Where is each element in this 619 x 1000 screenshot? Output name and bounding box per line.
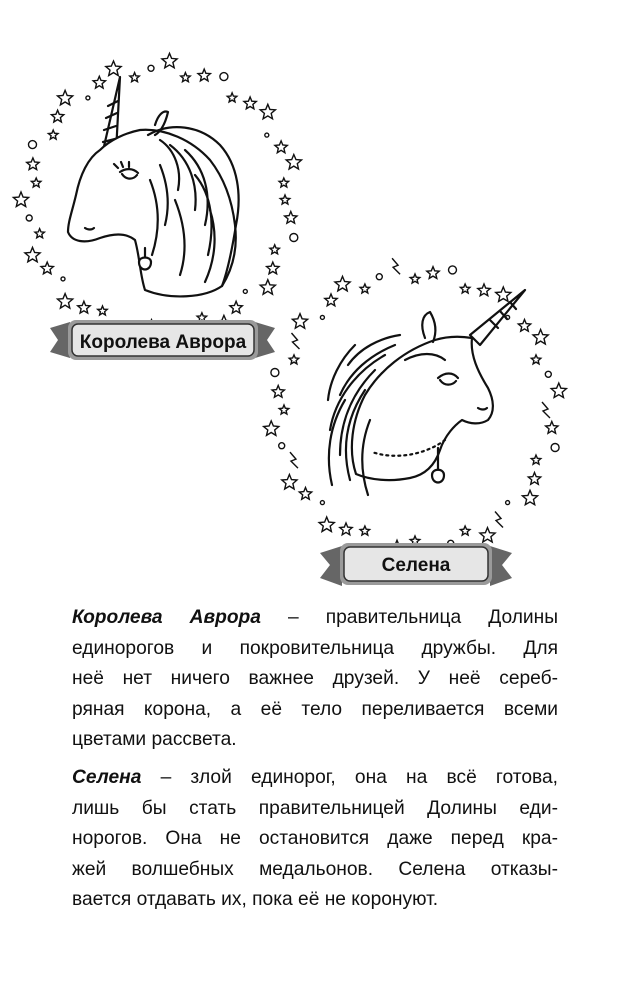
- dot-decoration: [29, 141, 37, 149]
- star-icon: [410, 274, 420, 283]
- star-icon: [480, 528, 495, 542]
- star-icon: [299, 488, 311, 500]
- star-icon: [335, 276, 350, 291]
- star-icon: [289, 355, 299, 364]
- star-icon: [360, 526, 370, 535]
- star-icon: [227, 93, 237, 102]
- lightning-icon: [542, 402, 550, 418]
- dot-decoration: [290, 234, 298, 242]
- character-name: Селена: [72, 767, 142, 788]
- description-line: Королева Аврора – правительница Долины: [72, 607, 558, 628]
- selena-banner-label: Селена: [381, 555, 451, 576]
- selena-description: [72, 763, 558, 916]
- description-line: вается отдавать их, пока её не коронуют.: [72, 889, 439, 910]
- star-icon: [198, 69, 210, 81]
- lightning-icon: [291, 333, 299, 349]
- star-icon: [522, 490, 537, 504]
- lightning-icon: [290, 452, 298, 468]
- star-icon: [98, 306, 108, 315]
- selena-banner: [320, 543, 512, 586]
- star-icon: [41, 262, 53, 274]
- description-line: единорогов и покровительница дружбы. Для: [72, 637, 558, 659]
- star-icon: [460, 526, 470, 535]
- star-icon: [427, 267, 439, 279]
- star-icon: [272, 386, 284, 398]
- star-icon: [25, 247, 40, 261]
- star-icon: [360, 284, 370, 293]
- character-name: Королева Аврора: [72, 607, 261, 628]
- star-icon: [130, 73, 140, 82]
- description-line: лишь бы стать правительницей Долины еди-: [72, 797, 558, 819]
- dot-decoration: [26, 215, 32, 221]
- aurora-banner: [50, 320, 275, 360]
- star-icon: [51, 110, 63, 122]
- dot-decoration: [265, 133, 269, 137]
- dot-decoration: [279, 443, 285, 449]
- star-icon: [286, 155, 301, 170]
- star-icon: [260, 280, 275, 295]
- star-icon: [518, 320, 530, 332]
- star-icon: [279, 178, 289, 187]
- dot-decoration: [449, 266, 457, 274]
- star-icon: [292, 314, 307, 329]
- aurora-banner-label: Королева Аврора: [79, 332, 247, 353]
- star-icon: [27, 158, 39, 170]
- dot-decoration: [320, 501, 324, 505]
- star-icon: [48, 130, 58, 139]
- star-icon: [546, 422, 558, 434]
- dot-decoration: [545, 371, 551, 377]
- star-icon: [282, 475, 297, 490]
- star-icon: [325, 294, 337, 306]
- description-line: норогов. Она не остановится даже перед кра-: [72, 828, 558, 849]
- dot-decoration: [148, 65, 154, 71]
- dot-decoration: [551, 444, 559, 452]
- description-line: жей волшебных медальонов. Селена отказы-: [72, 858, 558, 880]
- dot-decoration: [243, 289, 247, 293]
- star-icon: [531, 355, 541, 364]
- star-icon: [13, 192, 28, 207]
- star-icon: [244, 97, 256, 109]
- star-icon: [58, 294, 73, 309]
- description-line: неё нет ничего важнее друзей. У неё сереб-: [72, 668, 558, 689]
- dot-decoration: [506, 501, 510, 505]
- star-icon: [264, 421, 279, 436]
- star-icon: [260, 104, 275, 119]
- lightning-icon: [392, 258, 400, 274]
- star-icon: [279, 405, 289, 414]
- star-icon: [275, 141, 287, 153]
- star-icon: [551, 383, 566, 397]
- star-icon: [533, 330, 548, 345]
- description-line: Селена – злой единорог, она на всё готова,: [72, 767, 558, 788]
- dot-decoration: [320, 315, 324, 319]
- dot-decoration: [271, 369, 279, 377]
- star-icon: [478, 284, 490, 296]
- star-icon: [106, 61, 121, 76]
- star-icon: [35, 229, 45, 238]
- dot-decoration: [86, 96, 90, 100]
- star-icon: [267, 262, 279, 274]
- dot-decoration: [61, 277, 65, 281]
- aurora-illustration: [13, 53, 301, 360]
- star-icon: [340, 523, 352, 535]
- star-icon: [58, 90, 73, 105]
- star-icon: [162, 53, 177, 68]
- star-icon: [78, 301, 90, 313]
- lightning-icon: [495, 511, 503, 527]
- star-icon: [93, 76, 105, 88]
- aurora-unicorn-head: [68, 77, 239, 296]
- star-icon: [528, 473, 540, 485]
- description-line: ряная корона, а её тело переливается всеми: [72, 698, 558, 720]
- star-icon: [319, 517, 334, 532]
- star-icon: [31, 178, 41, 187]
- star-icon: [280, 195, 290, 204]
- selena-unicorn-head: [328, 290, 525, 495]
- dot-decoration: [376, 274, 382, 280]
- selena-illustration: [264, 258, 567, 586]
- star-icon: [230, 301, 242, 313]
- star-icon: [531, 455, 541, 464]
- description-line: цветами рассвета.: [72, 729, 237, 750]
- dot-decoration: [220, 73, 228, 81]
- star-icon: [460, 284, 470, 293]
- star-icon: [270, 245, 280, 254]
- aurora-description: [72, 603, 558, 756]
- star-icon: [181, 73, 191, 82]
- star-icon: [496, 287, 511, 301]
- star-icon: [285, 212, 297, 224]
